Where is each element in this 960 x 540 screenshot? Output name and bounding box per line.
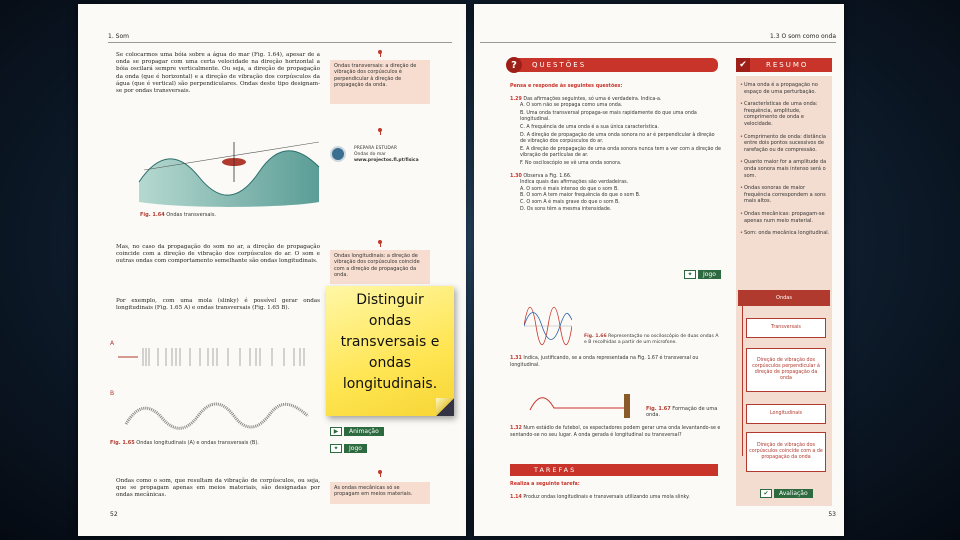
slinky-transverse-illustration [118, 396, 318, 436]
jogo-label-left: Jogo [344, 444, 367, 453]
question-1-31 [510, 356, 722, 369]
figure-label-b: B [110, 390, 115, 397]
option-a: A. O som não se propaga como uma onda. [520, 103, 623, 109]
avaliacao-button[interactable] [760, 489, 813, 498]
jogo-label-right: Jogo [698, 270, 721, 279]
concept-map-connector [742, 306, 743, 456]
tasks-header [510, 464, 718, 476]
pin-icon [378, 128, 382, 134]
question-text: Num estádio de futebol, os espectadores podem gerar uma onda levantando-se e sentando-se no seu lugar. A onda gerada é longitudinal ou transversal? [510, 426, 721, 438]
questions-header [510, 58, 718, 72]
jogo-button-right[interactable] [684, 270, 721, 279]
animacao-label: Animação [344, 427, 384, 436]
margin-note-mechanical: As ondas mecânicas só se propagam em meios materiais. [330, 482, 430, 504]
paragraph-slinky: Por exemplo, com uma mola (slinky) é possível gerar ondas longitudinais (Fig. 1.65 A) e ondas transversais (Fig. 1.65 B). [116, 298, 320, 312]
task-1-14 [510, 495, 722, 502]
left-page [78, 4, 466, 536]
question-text: Das afirmações seguintes, só uma é verdadeira. Indica-a. [523, 96, 662, 102]
web-link-subtitle: Ondas do mar [354, 152, 386, 157]
web-link[interactable] [354, 146, 434, 164]
questions-intro: Pensa e responde às seguintes questões: [510, 84, 623, 89]
figure-label-a: A [110, 340, 115, 347]
tasks-list [510, 482, 722, 501]
fig166-text: Representação no osciloscópio de duas ondas A e B recolhidas a partir de um microfone. [584, 334, 719, 345]
summary-item: • Quanto maior for a amplitude da onda sonora mais intenso será o som. [740, 159, 830, 179]
check-icon: ✔ [736, 58, 750, 72]
jogo-button-left[interactable] [330, 444, 367, 453]
option-b: B. Uma onda transversal propaga-se mais rapidamente do que uma onda longitudinal. [520, 110, 697, 123]
slinky-longitudinal-illustration [118, 342, 318, 372]
question-1-32 [510, 426, 722, 439]
concept-map [738, 290, 830, 306]
paragraph-mechanical: Ondas como o som, que resultam da vibração de corpúsculos, ou seja, que se propagam apenas em meios materiais, são designadas por ondas mecânicas. [116, 478, 320, 499]
fig165-number: Fig. 1.65 [110, 440, 135, 446]
summary-item: • Ondas sonoras de maior frequência correspondem a sons mais altos. [740, 185, 830, 205]
question-1-30-options [510, 180, 722, 213]
header-rule [108, 42, 452, 43]
globe-icon [330, 146, 346, 162]
web-link-url: www.projectos.fl.pt/fisica [354, 158, 419, 163]
summary-item: • Uma onda é a propagação no espaço de uma perturbação. [740, 82, 830, 95]
fig164-text: Ondas transversais. [166, 212, 217, 218]
game-icon: ✦ [330, 444, 342, 453]
question-text: Observa a Fig. 1.66. [523, 173, 572, 179]
fig166-number: Fig. 1.66 [584, 334, 607, 339]
web-link-title: PREPARA ESTUDAR [354, 146, 397, 151]
fig167-number: Fig. 1.67 [646, 406, 671, 412]
summary-item: • Ondas mecânicas: propagam-se apenas num meio material. [740, 211, 830, 224]
option-d: D. A direção de propagação de uma onda sonora no ar é perpendicular à direção de vibração dos corpúsculos do ar. [520, 132, 715, 145]
concept-node-transverse-description: Direção de vibração dos corpúsculos perpendicular à direção de propagação da onda [746, 348, 826, 392]
option-b: B. O som A tem maior frequência do que o som B. [520, 193, 641, 199]
question-mark-icon: ? [506, 57, 522, 73]
margin-note-transverse: Ondas transversais: a direção de vibração dos corpúsculos é perpendicular à direção de propagação da onda. [330, 60, 430, 104]
fig165-caption [110, 440, 259, 446]
page-number-left: 52 [110, 511, 118, 518]
oscilloscope-waves-illustration [524, 296, 572, 356]
question-1-29-options [510, 103, 722, 167]
concept-map-title: Ondas [738, 290, 830, 306]
summary-item: • Características de uma onda: frequência, amplitude, comprimento de onda e velocidade. [740, 101, 830, 127]
task-text: Produz ondas longitudinais e transversais utilizando uma mola slinky. [523, 494, 690, 500]
game-icon: ✦ [684, 270, 696, 279]
avaliacao-label: Avaliação [774, 489, 813, 498]
option-e: E. A direção de propagação de uma onda sonora nunca tem a ver com a direção de vibração de partículas de ar. [520, 146, 721, 159]
concept-node-transversais: Transversais [746, 318, 826, 338]
running-head-right: 1.3 O som como onda [770, 33, 836, 40]
pin-icon [378, 470, 382, 476]
margin-note-longitudinal: Ondas longitudinais: a direção de vibração dos corpúsculos coincide com a direção de propagação da onda. [330, 250, 430, 284]
option-f: F. No osciloscópio se vê uma onda sonora. [520, 160, 622, 166]
fig165-text: Ondas longitudinais (A) e ondas transversais (B). [136, 440, 259, 446]
right-page [474, 4, 844, 536]
running-head-left: 1. Som [108, 33, 129, 40]
questions-list [510, 84, 722, 213]
summary-item: • Som: onda mecânica longitudinal. [740, 230, 830, 237]
summary-title: RESUMO [766, 61, 809, 69]
fig164-number: Fig. 1.64 [140, 212, 165, 218]
option-d: D. Os sons têm a mesma intensidade. [520, 206, 612, 212]
question-number: 1.30 [510, 173, 522, 179]
paragraph-transverse: Se colocarmos uma bóia sobre a água do mar (Fig. 1.64), apesar de a onda se propagar com uma certa velocidade na direção horizontal a bóia oscilará sempre verticalmente. Ou seja, a direção de propagação da onda (que é horizontal) e a direção de vibração dos corpúsculos da água (que é vertical) são perpendiculares. Ondas deste tipo designam-se por ondas transversais. [116, 52, 320, 95]
tasks-title: TAREFAS [534, 466, 577, 474]
fig164-caption [140, 212, 216, 218]
tasks-intro: Realiza a seguinte tarefa: [510, 482, 580, 487]
sticky-note-text: Distinguir ondas transversais e ondas longitudinais. [340, 292, 440, 392]
transverse-wave-illustration [134, 132, 324, 212]
animacao-button[interactable] [330, 427, 384, 436]
paragraph-longitudinal: Mas, no caso da propagação do som no ar, a direção de propagação coincide com a direção de vibração dos corpúsculos do ar. O som e outras ondas com comportamento semelhante são ondas longitudinais. [116, 244, 320, 265]
question-number: 1.29 [510, 96, 522, 102]
questions-title: QUESTÕES [532, 61, 587, 69]
concept-node-longitudinal-description: Direção de vibração dos corpúsculos coincide com a de propagação da onda [746, 432, 826, 472]
question-text: Indica, justificando, se a onda representada na Fig. 1.67 é transversal ou longitudinal. [510, 356, 699, 368]
header-rule [480, 42, 836, 43]
summary-item: • Comprimento de onda: distância entre dois pontos sucessivos de rarefação ou de compressão. [740, 134, 830, 154]
fig167-text: Formação de uma onda. [646, 406, 718, 418]
pin-icon [378, 240, 382, 246]
media-icon: ▶ [330, 427, 342, 436]
task-number: 1.14 [510, 494, 522, 500]
check-icon: ✔ [760, 489, 772, 498]
option-a: A. O som é mais intenso do que o som B. [520, 186, 619, 192]
option-c: C. A frequência de uma onda é a sua única característica. [520, 124, 659, 130]
pin-icon [378, 50, 382, 56]
page-number-right: 53 [828, 511, 836, 518]
summary-list [740, 82, 830, 243]
concept-node-longitudinais: Longitudinais [746, 404, 826, 424]
fig167-caption [646, 406, 726, 418]
rope-wave-illustration [524, 390, 644, 420]
question-number: 1.31 [510, 356, 522, 361]
option-c: C. O som A é mais grave do que o som B. [520, 199, 620, 205]
sticky-note [326, 286, 454, 416]
question-sub: Indica quais das afirmações são verdadeiras. [520, 180, 629, 186]
summary-header [736, 58, 832, 72]
fig166-caption [584, 334, 720, 346]
question-number: 1.32 [510, 426, 522, 431]
